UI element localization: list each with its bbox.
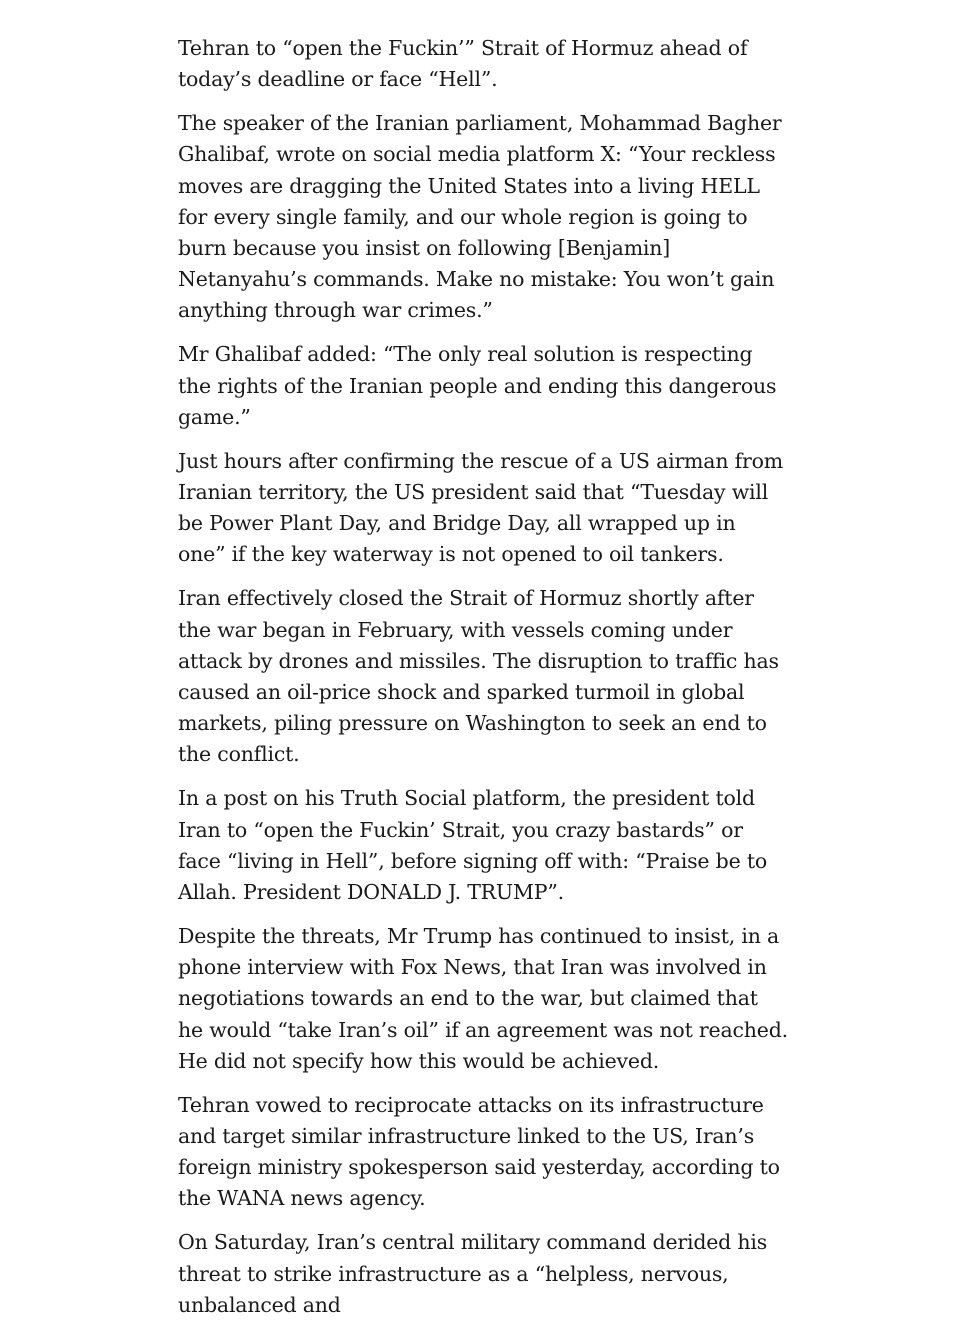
article-paragraph: Iran effectively closed the Strait of Hormuz shortly after the war began in February, with vessels coming under attack by drones and missiles. The disruption to traffic has caused an oil-price shock and sparked turmoil in global markets, piling pressure on Washington to seek an end to the conflict. bbox=[178, 586, 779, 767]
article-paragraph: The speaker of the Iranian parliament, Mohammad Bagher Ghalibaf, wrote on social media platform X: “Your reckless moves are dragging the United States into a living HELL for every single family, and our whole region is going to burn because you insist on following [Benjamin] Netanyahu’s commands. Make no mistake: You won’t gain anything through war crimes.” bbox=[178, 111, 782, 323]
article-paragraph: On Saturday, Iran’s central military command derided his threat to strike infrastructure as a “helpless, nervous, unbalanced and bbox=[178, 1230, 768, 1317]
article-paragraph: Despite the threats, Mr Trump has continued to insist, in a phone interview with Fox News, that Iran was involved in negotiations towards an end to the war, but claimed that he would “take Iran’s oil” if an agreement was not reached. He did not specify how this would be achieved. bbox=[178, 924, 788, 1073]
article-body bbox=[178, 33, 788, 1334]
article-paragraph: Mr Ghalibaf added: “The only real solution is respecting the rights of the Iranian people and ending this dangerous game.” bbox=[178, 342, 777, 429]
article-paragraph: In a post on his Truth Social platform, the president told Iran to “open the Fuckin’ Strait, you crazy bastards” or face “living in Hell”, before signing off with: “Praise be to Allah. President DONALD J. TRUMP”. bbox=[178, 786, 768, 905]
article-paragraph: Tehran vowed to reciprocate attacks on its infrastructure and target similar infrastructure linked to the US, Iran’s foreign ministry spokesperson said yesterday, according to the WANA news agency. bbox=[178, 1092, 780, 1211]
article-paragraph: Tehran to “open the Fuckin’” Strait of Hormuz ahead of today’s deadline or face “Hell”. bbox=[178, 36, 748, 92]
article-paragraph: Just hours after confirming the rescue of a US airman from Iranian territory, the US president said that “Tuesday will be Power Plant Day, and Bridge Day, all wrapped up in one” if the key waterway is not opened to oil tankers. bbox=[178, 448, 784, 567]
